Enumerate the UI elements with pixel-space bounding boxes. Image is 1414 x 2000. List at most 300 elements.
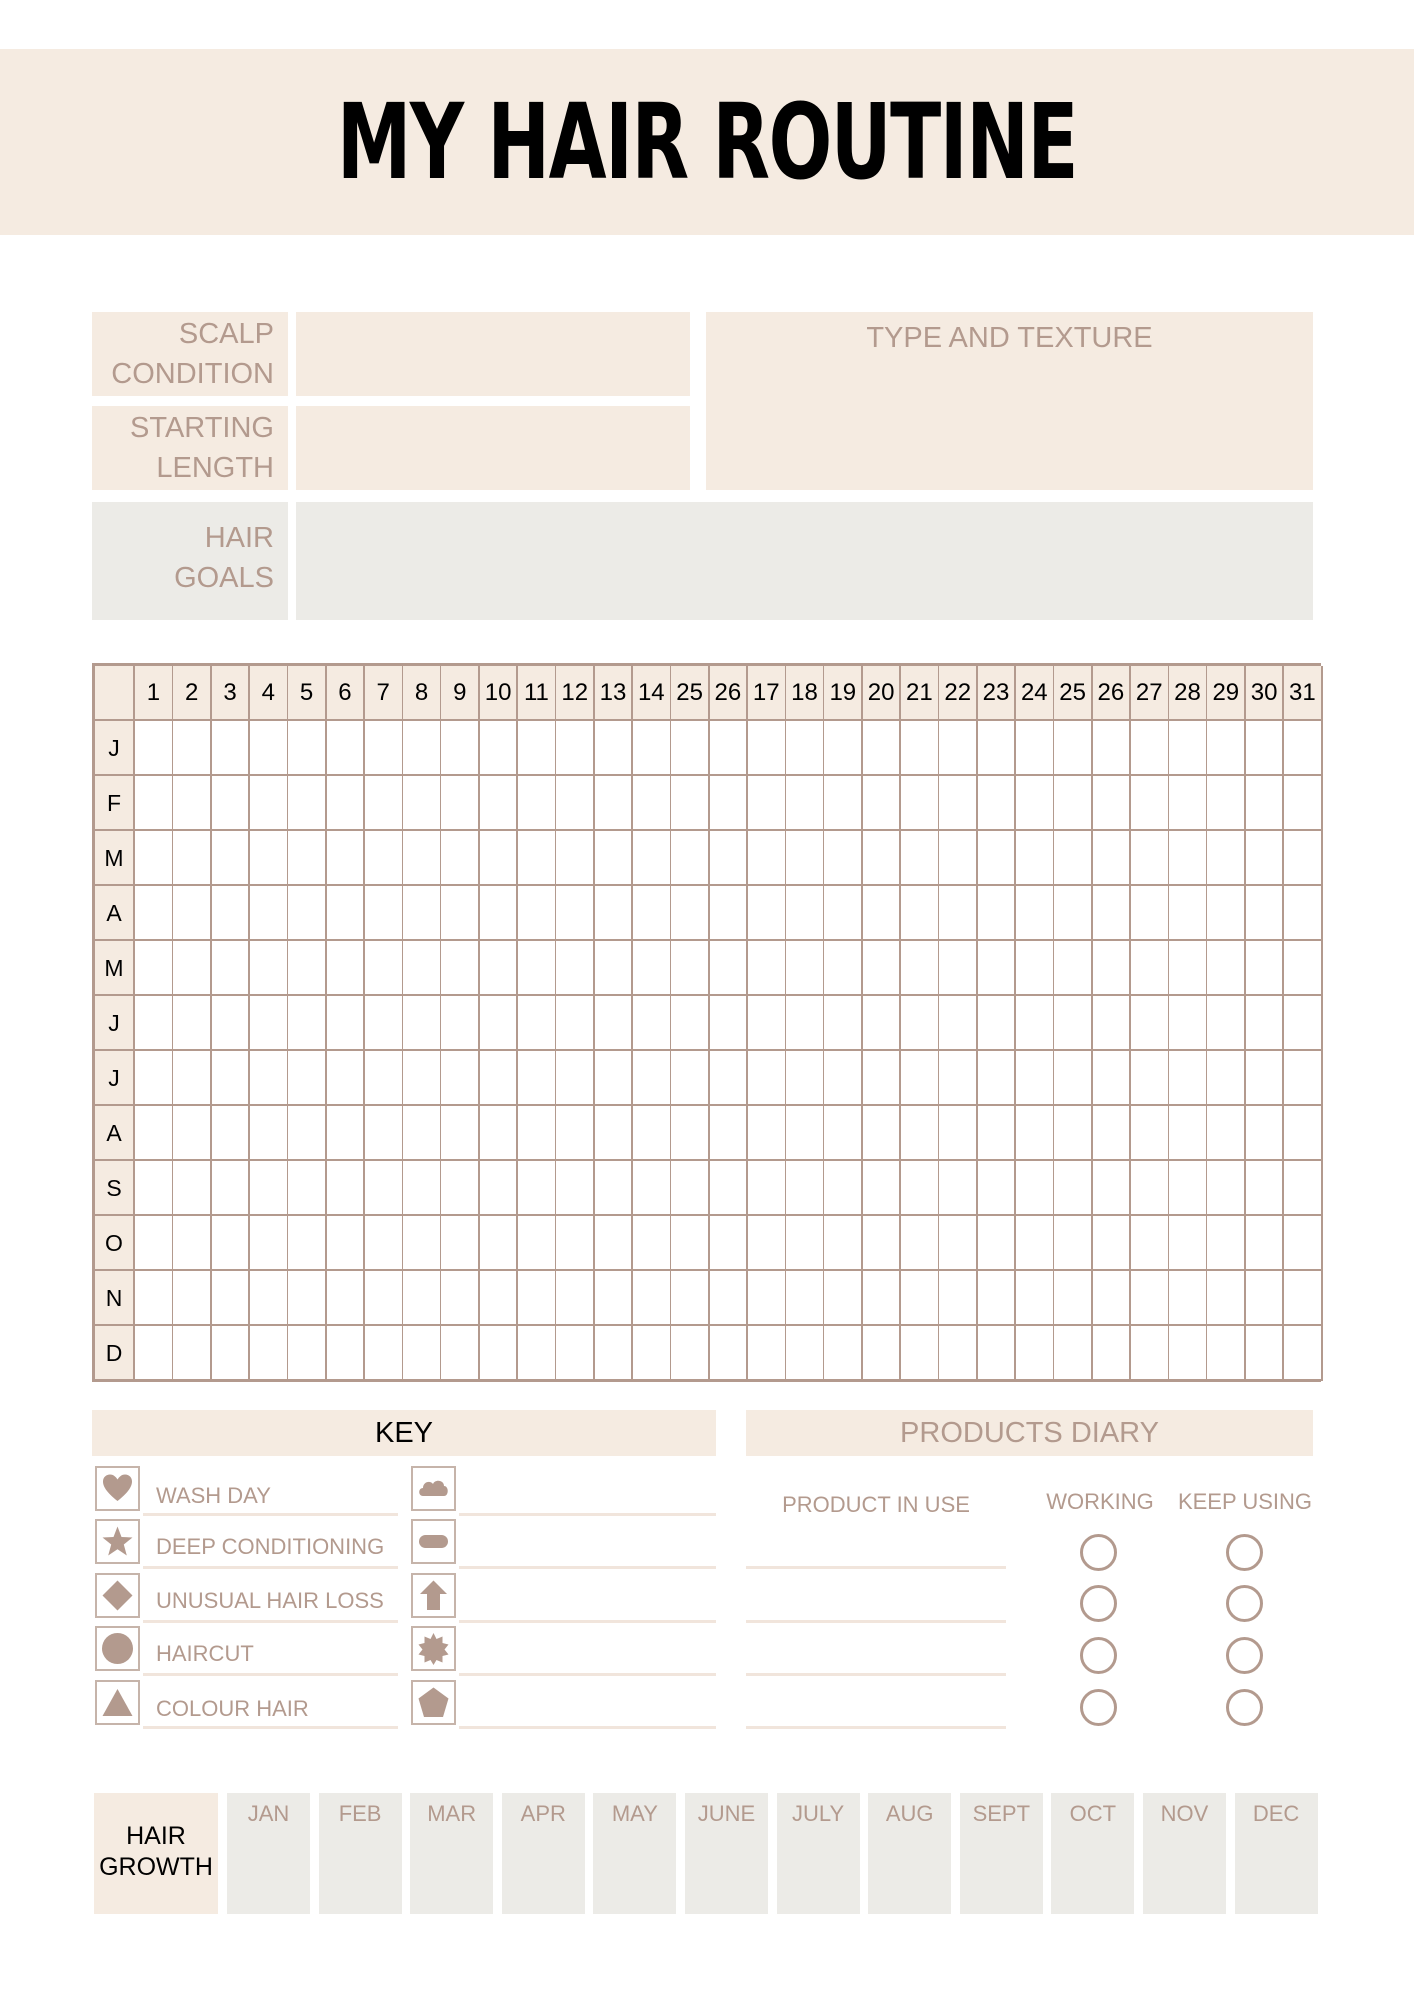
tracker-cell[interactable] [901,886,940,941]
tracker-cell[interactable] [1093,1326,1132,1381]
tracker-cell[interactable] [288,886,327,941]
tracker-cell[interactable] [135,1271,174,1326]
tracker-cell[interactable] [1093,1106,1132,1161]
working-checkbox[interactable] [1080,1534,1117,1571]
tracker-cell[interactable] [1093,941,1132,996]
tracker-cell[interactable] [135,996,174,1051]
tracker-cell[interactable] [595,996,634,1051]
tracker-cell[interactable] [710,1271,749,1326]
tracker-cell[interactable] [939,1106,978,1161]
tracker-cell[interactable] [403,886,442,941]
growth-month-box[interactable]: OCT [1051,1793,1134,1914]
product-line[interactable] [746,1620,1006,1623]
tracker-cell[interactable] [518,886,557,941]
tracker-cell[interactable] [710,1106,749,1161]
tracker-cell[interactable] [901,1161,940,1216]
tracker-cell[interactable] [824,1106,863,1161]
tracker-cell[interactable] [901,1106,940,1161]
tracker-cell[interactable] [1246,831,1285,886]
keep-using-checkbox[interactable] [1226,1585,1263,1622]
tracker-cell[interactable] [173,1216,212,1271]
tracker-cell[interactable] [403,996,442,1051]
tracker-cell[interactable] [901,1326,940,1381]
tracker-cell[interactable] [863,1326,902,1381]
tracker-cell[interactable] [1284,1326,1323,1381]
tracker-cell[interactable] [403,1271,442,1326]
tracker-cell[interactable] [1093,1161,1132,1216]
tracker-cell[interactable] [824,1051,863,1106]
growth-month-box[interactable]: MAY [593,1793,676,1914]
tracker-cell[interactable] [135,776,174,831]
tracker-cell[interactable] [556,1051,595,1106]
tracker-cell[interactable] [1054,831,1093,886]
tracker-cell[interactable] [327,1161,366,1216]
tracker-cell[interactable] [288,1326,327,1381]
tracker-cell[interactable] [901,721,940,776]
tracker-cell[interactable] [710,776,749,831]
tracker-cell[interactable] [595,1106,634,1161]
tracker-cell[interactable] [824,1326,863,1381]
tracker-cell[interactable] [595,1051,634,1106]
tracker-cell[interactable] [135,1326,174,1381]
product-line[interactable] [746,1726,1006,1729]
tracker-cell[interactable] [824,941,863,996]
tracker-cell[interactable] [1169,1051,1208,1106]
tracker-cell[interactable] [1284,1216,1323,1271]
tracker-cell[interactable] [480,776,519,831]
tracker-cell[interactable] [288,721,327,776]
tracker-cell[interactable] [518,1216,557,1271]
tracker-cell[interactable] [671,721,710,776]
tracker-cell[interactable] [1016,1051,1055,1106]
tracker-cell[interactable] [1054,721,1093,776]
tracker-cell[interactable] [556,941,595,996]
tracker-cell[interactable] [1131,1161,1170,1216]
tracker-cell[interactable] [173,941,212,996]
tracker-cell[interactable] [595,1271,634,1326]
tracker-cell[interactable] [1207,1161,1246,1216]
tracker-cell[interactable] [1169,1106,1208,1161]
tracker-cell[interactable] [173,1271,212,1326]
growth-month-box[interactable]: APR [502,1793,585,1914]
tracker-cell[interactable] [1284,721,1323,776]
tracker-cell[interactable] [1246,776,1285,831]
tracker-cell[interactable] [633,996,672,1051]
tracker-cell[interactable] [173,776,212,831]
tracker-cell[interactable] [1284,776,1323,831]
tracker-cell[interactable] [748,1271,787,1326]
tracker-cell[interactable] [1207,996,1246,1051]
tracker-cell[interactable] [556,1106,595,1161]
tracker-cell[interactable] [710,1326,749,1381]
tracker-cell[interactable] [556,1161,595,1216]
growth-month-box[interactable]: NOV [1143,1793,1226,1914]
tracker-cell[interactable] [824,1161,863,1216]
tracker-cell[interactable] [480,941,519,996]
tracker-cell[interactable] [212,721,251,776]
tracker-cell[interactable] [518,996,557,1051]
tracker-cell[interactable] [863,776,902,831]
tracker-cell[interactable] [480,721,519,776]
tracker-cell[interactable] [327,721,366,776]
tracker-cell[interactable] [288,1271,327,1326]
tracker-cell[interactable] [403,1106,442,1161]
tracker-cell[interactable] [710,886,749,941]
tracker-cell[interactable] [518,941,557,996]
tracker-cell[interactable] [633,776,672,831]
tracker-cell[interactable] [403,1051,442,1106]
tracker-cell[interactable] [212,1271,251,1326]
tracker-cell[interactable] [901,1271,940,1326]
tracker-cell[interactable] [633,721,672,776]
tracker-cell[interactable] [863,831,902,886]
tracker-cell[interactable] [1054,886,1093,941]
tracker-cell[interactable] [748,1161,787,1216]
tracker-cell[interactable] [786,831,825,886]
tracker-cell[interactable] [403,941,442,996]
tracker-cell[interactable] [250,1161,289,1216]
tracker-cell[interactable] [633,1051,672,1106]
tracker-cell[interactable] [1054,996,1093,1051]
tracker-cell[interactable] [1207,776,1246,831]
tracker-cell[interactable] [250,1326,289,1381]
product-line[interactable] [746,1673,1006,1676]
tracker-cell[interactable] [365,776,404,831]
tracker-cell[interactable] [556,721,595,776]
tracker-cell[interactable] [518,721,557,776]
tracker-cell[interactable] [978,776,1017,831]
tracker-cell[interactable] [365,941,404,996]
tracker-cell[interactable] [518,1326,557,1381]
tracker-cell[interactable] [480,886,519,941]
tracker-cell[interactable] [978,1161,1017,1216]
tracker-cell[interactable] [901,941,940,996]
tracker-cell[interactable] [1246,886,1285,941]
tracker-cell[interactable] [1169,1271,1208,1326]
tracker-cell[interactable] [480,1106,519,1161]
tracker-cell[interactable] [250,996,289,1051]
tracker-cell[interactable] [863,1216,902,1271]
tracker-cell[interactable] [595,886,634,941]
tracker-cell[interactable] [250,831,289,886]
tracker-cell[interactable] [288,1051,327,1106]
growth-month-box[interactable]: JAN [227,1793,310,1914]
tracker-cell[interactable] [441,996,480,1051]
tracker-cell[interactable] [518,831,557,886]
tracker-cell[interactable] [1207,1271,1246,1326]
tracker-cell[interactable] [288,776,327,831]
growth-month-box[interactable]: AUG [868,1793,951,1914]
tracker-cell[interactable] [1016,1106,1055,1161]
tracker-cell[interactable] [939,721,978,776]
tracker-cell[interactable] [939,776,978,831]
tracker-cell[interactable] [365,1051,404,1106]
tracker-cell[interactable] [1093,1271,1132,1326]
tracker-cell[interactable] [556,1271,595,1326]
tracker-cell[interactable] [1016,1161,1055,1216]
tracker-cell[interactable] [480,1216,519,1271]
tracker-cell[interactable] [1131,1216,1170,1271]
tracker-cell[interactable] [556,831,595,886]
tracker-cell[interactable] [556,776,595,831]
tracker-cell[interactable] [978,1271,1017,1326]
tracker-cell[interactable] [441,1106,480,1161]
growth-month-box[interactable]: MAR [410,1793,493,1914]
tracker-cell[interactable] [1284,941,1323,996]
tracker-cell[interactable] [595,1216,634,1271]
growth-month-box[interactable]: JULY [777,1793,860,1914]
tracker-cell[interactable] [1284,996,1323,1051]
working-checkbox[interactable] [1080,1689,1117,1726]
working-checkbox[interactable] [1080,1585,1117,1622]
custom-key-line[interactable] [459,1620,716,1623]
tracker-cell[interactable] [978,886,1017,941]
tracker-cell[interactable] [212,1161,251,1216]
tracker-cell[interactable] [863,1271,902,1326]
tracker-cell[interactable] [173,1161,212,1216]
tracker-cell[interactable] [365,996,404,1051]
tracker-cell[interactable] [288,1216,327,1271]
tracker-cell[interactable] [441,941,480,996]
tracker-cell[interactable] [1246,721,1285,776]
tracker-cell[interactable] [1246,1051,1285,1106]
tracker-cell[interactable] [365,1106,404,1161]
tracker-cell[interactable] [1016,721,1055,776]
tracker-cell[interactable] [901,1216,940,1271]
tracker-cell[interactable] [250,1271,289,1326]
tracker-cell[interactable] [1207,831,1246,886]
tracker-cell[interactable] [518,776,557,831]
tracker-cell[interactable] [978,1106,1017,1161]
tracker-cell[interactable] [1169,831,1208,886]
tracker-cell[interactable] [556,1216,595,1271]
tracker-cell[interactable] [824,776,863,831]
tracker-cell[interactable] [671,831,710,886]
tracker-cell[interactable] [1093,1216,1132,1271]
tracker-cell[interactable] [671,1051,710,1106]
tracker-cell[interactable] [939,831,978,886]
tracker-cell[interactable] [135,721,174,776]
tracker-cell[interactable] [786,1161,825,1216]
tracker-cell[interactable] [135,831,174,886]
tracker-cell[interactable] [480,1051,519,1106]
tracker-cell[interactable] [480,1326,519,1381]
growth-month-box[interactable]: JUNE [685,1793,768,1914]
tracker-cell[interactable] [978,1216,1017,1271]
tracker-cell[interactable] [250,776,289,831]
tracker-cell[interactable] [1054,941,1093,996]
tracker-cell[interactable] [671,1271,710,1326]
tracker-cell[interactable] [212,886,251,941]
tracker-cell[interactable] [1246,1326,1285,1381]
tracker-cell[interactable] [1131,776,1170,831]
tracker-cell[interactable] [824,996,863,1051]
tracker-cell[interactable] [518,1051,557,1106]
tracker-cell[interactable] [327,1106,366,1161]
tracker-cell[interactable] [1284,831,1323,886]
tracker-cell[interactable] [633,941,672,996]
tracker-cell[interactable] [671,1106,710,1161]
tracker-cell[interactable] [748,721,787,776]
tracker-cell[interactable] [173,831,212,886]
tracker-cell[interactable] [1207,886,1246,941]
tracker-cell[interactable] [250,941,289,996]
tracker-cell[interactable] [403,1326,442,1381]
tracker-cell[interactable] [1016,1216,1055,1271]
keep-using-checkbox[interactable] [1226,1534,1263,1571]
tracker-cell[interactable] [1131,1051,1170,1106]
tracker-cell[interactable] [1284,1051,1323,1106]
tracker-cell[interactable] [595,1161,634,1216]
tracker-cell[interactable] [441,1051,480,1106]
tracker-cell[interactable] [173,1106,212,1161]
tracker-cell[interactable] [250,1216,289,1271]
tracker-cell[interactable] [365,1271,404,1326]
tracker-cell[interactable] [1093,886,1132,941]
tracker-cell[interactable] [786,941,825,996]
tracker-cell[interactable] [1207,1326,1246,1381]
tracker-cell[interactable] [1054,776,1093,831]
tracker-cell[interactable] [365,1161,404,1216]
tracker-cell[interactable] [824,1216,863,1271]
tracker-cell[interactable] [978,1326,1017,1381]
tracker-cell[interactable] [250,1051,289,1106]
tracker-cell[interactable] [1207,1051,1246,1106]
tracker-cell[interactable] [633,1106,672,1161]
tracker-cell[interactable] [135,1216,174,1271]
tracker-cell[interactable] [978,941,1017,996]
custom-key-line[interactable] [459,1513,716,1516]
tracker-cell[interactable] [939,1326,978,1381]
tracker-cell[interactable] [327,996,366,1051]
tracker-cell[interactable] [1093,776,1132,831]
tracker-cell[interactable] [288,941,327,996]
tracker-cell[interactable] [863,886,902,941]
tracker-cell[interactable] [748,1051,787,1106]
tracker-cell[interactable] [978,721,1017,776]
tracker-cell[interactable] [710,831,749,886]
tracker-cell[interactable] [518,1106,557,1161]
tracker-cell[interactable] [327,1326,366,1381]
tracker-cell[interactable] [1169,1216,1208,1271]
tracker-cell[interactable] [135,1106,174,1161]
tracker-cell[interactable] [939,1216,978,1271]
tracker-cell[interactable] [939,1271,978,1326]
tracker-cell[interactable] [748,996,787,1051]
tracker-cell[interactable] [403,831,442,886]
tracker-cell[interactable] [786,1051,825,1106]
custom-key-line[interactable] [459,1726,716,1729]
tracker-cell[interactable] [863,1161,902,1216]
tracker-cell[interactable] [288,831,327,886]
tracker-cell[interactable] [1054,1326,1093,1381]
tracker-cell[interactable] [710,996,749,1051]
tracker-cell[interactable] [1016,886,1055,941]
tracker-cell[interactable] [327,776,366,831]
tracker-cell[interactable] [1246,996,1285,1051]
tracker-cell[interactable] [1016,831,1055,886]
tracker-cell[interactable] [441,1161,480,1216]
tracker-cell[interactable] [250,721,289,776]
tracker-cell[interactable] [748,831,787,886]
tracker-cell[interactable] [786,996,825,1051]
tracker-cell[interactable] [595,1326,634,1381]
tracker-cell[interactable] [173,721,212,776]
tracker-cell[interactable] [786,886,825,941]
tracker-cell[interactable] [824,831,863,886]
tracker-cell[interactable] [939,1051,978,1106]
tracker-cell[interactable] [480,831,519,886]
tracker-cell[interactable] [1169,721,1208,776]
tracker-cell[interactable] [1093,1051,1132,1106]
tracker-cell[interactable] [480,1271,519,1326]
tracker-cell[interactable] [595,831,634,886]
tracker-cell[interactable] [786,1271,825,1326]
tracker-cell[interactable] [901,1051,940,1106]
tracker-cell[interactable] [212,1106,251,1161]
tracker-cell[interactable] [327,886,366,941]
tracker-cell[interactable] [786,776,825,831]
tracker-cell[interactable] [135,941,174,996]
tracker-cell[interactable] [173,886,212,941]
tracker-cell[interactable] [212,831,251,886]
tracker-cell[interactable] [365,1216,404,1271]
tracker-cell[interactable] [135,886,174,941]
tracker-cell[interactable] [710,1051,749,1106]
tracker-cell[interactable] [863,1106,902,1161]
tracker-cell[interactable] [710,941,749,996]
tracker-cell[interactable] [1169,941,1208,996]
tracker-cell[interactable] [1246,1216,1285,1271]
tracker-cell[interactable] [1131,831,1170,886]
starting-length-field[interactable] [296,406,690,490]
tracker-cell[interactable] [710,1161,749,1216]
growth-month-box[interactable]: SEPT [960,1793,1043,1914]
tracker-cell[interactable] [710,1216,749,1271]
tracker-cell[interactable] [978,1051,1017,1106]
tracker-cell[interactable] [1093,721,1132,776]
tracker-cell[interactable] [1169,776,1208,831]
tracker-cell[interactable] [250,886,289,941]
tracker-cell[interactable] [480,1161,519,1216]
tracker-cell[interactable] [671,1161,710,1216]
tracker-cell[interactable] [327,1216,366,1271]
tracker-cell[interactable] [748,1106,787,1161]
tracker-cell[interactable] [786,1106,825,1161]
tracker-cell[interactable] [212,996,251,1051]
custom-key-line[interactable] [459,1673,716,1676]
tracker-cell[interactable] [135,1161,174,1216]
tracker-cell[interactable] [1207,1216,1246,1271]
tracker-cell[interactable] [633,1326,672,1381]
tracker-cell[interactable] [288,1106,327,1161]
tracker-cell[interactable] [1131,996,1170,1051]
tracker-cell[interactable] [212,1326,251,1381]
tracker-cell[interactable] [173,1051,212,1106]
tracker-cell[interactable] [671,941,710,996]
tracker-cell[interactable] [212,1051,251,1106]
tracker-cell[interactable] [863,721,902,776]
tracker-cell[interactable] [901,996,940,1051]
tracker-cell[interactable] [633,886,672,941]
tracker-cell[interactable] [212,776,251,831]
tracker-cell[interactable] [748,886,787,941]
tracker-cell[interactable] [556,886,595,941]
tracker-cell[interactable] [1016,996,1055,1051]
tracker-cell[interactable] [403,1161,442,1216]
tracker-cell[interactable] [1246,1161,1285,1216]
tracker-cell[interactable] [365,831,404,886]
